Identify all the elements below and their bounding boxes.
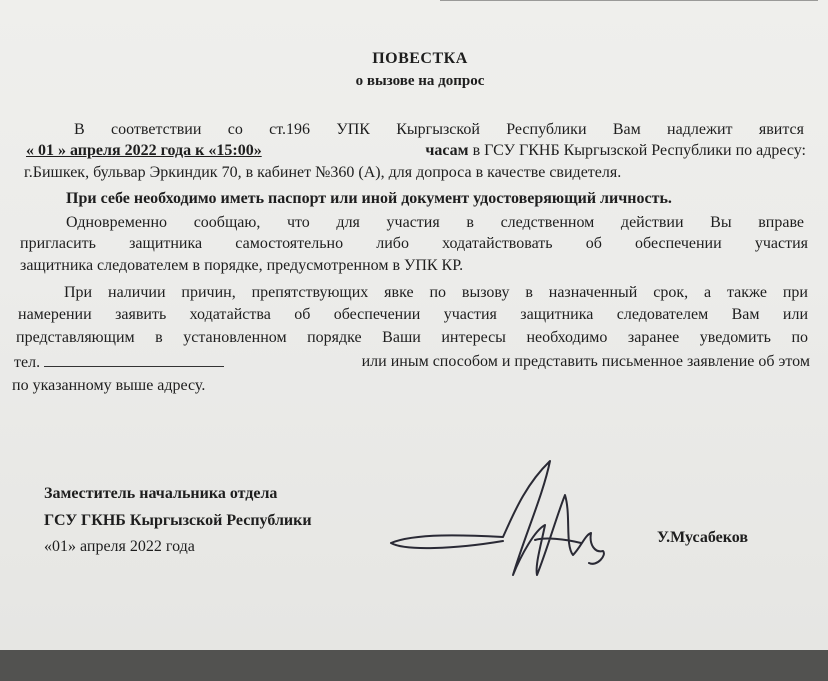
page-subtitle: о вызове на допрос [355,73,485,89]
p4-line1: При наличии причин, препятствующих явке по вызову в назначенный срок, а также при [64,284,808,301]
p1-line3: г.Бишкек, бульвар Эркиндик 70, в кабинет №360 (А), для допроса в качестве свидетеля. [24,164,622,181]
p3-line2: пригласить защитника самостоятельно либо ходатайствовать об обеспечении участия [20,235,808,252]
signatory-position-line2: ГСУ ГКНБ Кыргызской Республики [44,512,312,529]
p4-line4-rest: или иным способом и представить письменное заявление об этом [361,353,810,370]
p1-line2 [26,141,806,161]
signer-name: У.Мусабеков [657,529,748,546]
appointment-date: « 01 » апреля 2022 года к «15:00» [26,142,262,159]
hours-word: часам [425,142,469,159]
p3-line1: Одновременно сообщаю, что для участия в следственном действии Вы вправе [66,214,804,231]
p4-line3: представляющим в установленном порядке Ваши интересы необходимо заранее уведомить по [16,329,808,346]
phone-blank [44,352,224,367]
passport-note: При себе необходимо иметь паспорт или иной документ удостоверяющий личность. [66,190,672,207]
table-surface [0,650,828,681]
p1-line2-rest: в ГСУ ГКНБ Кыргызской Республики по адресу: [472,142,806,159]
p4-line4 [14,352,810,373]
p3-line3: защитника следователем в порядке, предусмотренном в УПК КР. [20,257,464,274]
phone-label: тел. [14,354,41,371]
handwritten-signature [385,455,625,595]
p4-line2: намерении заявить ходатайства об обеспечении участия защитника следователем Вам или [18,306,808,323]
top-rule [440,0,818,3]
p4-line5: по указанному выше адресу. [12,377,206,394]
p1-line1: В соответствии со ст.196 УПК Кыргызской Республики Вам надлежит явится [74,121,804,138]
signature-date: «01» апреля 2022 года [44,538,195,555]
signatory-position-line1: Заместитель начальника отдела [44,485,278,502]
page-title: ПОВЕСТКА [372,50,468,67]
